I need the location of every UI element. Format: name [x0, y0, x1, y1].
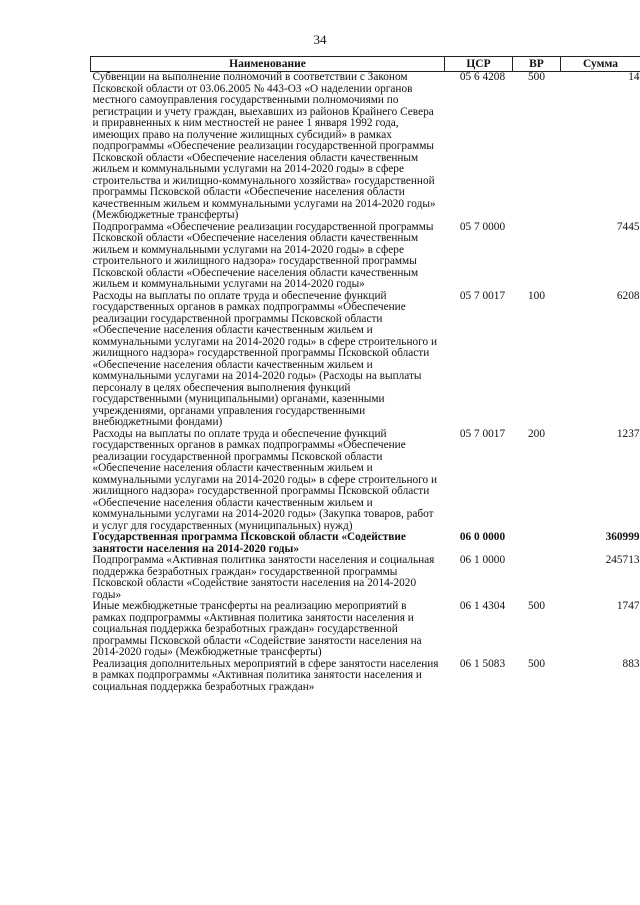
cell-csr: 05 7 0000: [459, 220, 506, 233]
cell-vr: 500: [528, 657, 545, 670]
cell-name: Расходы на выплаты по оплате труда и обеспечение функций государственных органов в рамках подпрограммы «Обеспечение реализации государственной программы Псковской области «Обеспечение населения области качественным жильем и коммунальными услугами на 2014-2020 годы» в сфере строительного и жилищного надзора» государственной программы Псковской области «Обеспечение населения области качественным жильем и коммунальными услугами на 2014-2020 годы» (Расходы на выплаты персоналу в целях обеспечения выполнения функций государственными (муниципальными) органами, казенными учреждениями, органами управления государственными внебюджетными фондами): [92, 289, 438, 428]
cell-sum: 245713: [605, 554, 640, 566]
cell-name: Субвенции на выполнение полномочий в соответствии с Законом Псковской области от 03.06.2005 № 443-ОЗ «О наделении органов местного самоуправления государственными полномочиями по регистрации и учету граждан, выехавших из районов Крайнего Севера и приравненных к ним местностей не ранее 1 января 1992 года, имеющих право на получение жилищных субсидий» в рамках подпрограммы «Обеспечение реализации государственной программы Псковской области «Обеспечение населения области качественным жильем и коммунальными услугами на 2014-2020 годы» в сфере строительства и жилищно-коммунального хозяйства» государственной программы Псковской области «Обеспечение населения области качественным жильем и коммунальными услугами на 2014-2020 годы» (Межбюджетные трансферты): [92, 71, 436, 221]
cell-csr: 06 0 0000: [459, 531, 506, 543]
cell-csr: 06 1 0000: [459, 554, 506, 566]
table-body: [91, 72, 640, 694]
table-row: [91, 429, 640, 533]
cell-csr: 05 6 4208: [459, 71, 506, 83]
cell-vr: 100: [528, 289, 545, 302]
table-row: [91, 291, 640, 429]
table-row: [91, 659, 640, 694]
cell-name: Подпрограмма «Обеспечение реализации государственной программы Псковской области «Обеспечение населения области качественным жильем и коммунальными услугами на 2014-2020 годы» в сфере строительного и жилищного надзора» государственной программы Псковской области «Обеспечение населения области качественным жильем и коммунальными услугами на 2014-2020 годы»: [92, 220, 434, 290]
table-header-row: [91, 57, 640, 72]
table-row: [91, 601, 640, 659]
cell-sum: 883: [622, 657, 640, 670]
cell-vr: 500: [528, 600, 545, 612]
cell-csr: 05 7 0017: [459, 289, 506, 302]
header-sum: Сумма: [561, 57, 640, 72]
cell-vr: [513, 222, 561, 291]
cell-name: Подпрограмма «Активная политика занятости населения и социальная поддержка безработных граждан» государственной программы Псковской области «Содействие занятости населения на 2014-2020 годы»: [92, 554, 435, 601]
page-number: 34: [313, 32, 327, 47]
cell-name: Иные межбюджетные трансферты на реализацию мероприятий в рамках подпрограммы «Активная политика занятости населения и социальная поддержка безработных граждан» государственной программы Псковской области «Содействие занятости населения на 2014-2020 годы» (Межбюджетные трансферты): [92, 600, 422, 658]
budget-table: [90, 56, 640, 693]
cell-sum: 1747: [616, 600, 640, 612]
table-row: [91, 532, 640, 555]
cell-sum: 6208: [616, 289, 640, 302]
cell-name: Государственная программа Псковской области «Содействие занятости населения на 2014-2020 годы»: [92, 531, 406, 555]
table-row: [91, 555, 640, 601]
header-vr: ВР: [513, 57, 561, 72]
cell-vr: [513, 532, 561, 555]
header-csr: ЦСР: [445, 57, 513, 72]
cell-sum: 360999: [605, 531, 640, 543]
cell-csr: 06 1 4304: [459, 600, 506, 612]
cell-sum: 7445: [616, 220, 640, 233]
cell-csr: 06 1 5083: [459, 657, 506, 670]
cell-name: Реализация дополнительных мероприятий в сфере занятости населения в рамках подпрограммы «Активная политика занятости населения и социальная поддержка безработных граждан»: [92, 657, 439, 693]
cell-vr: 500: [528, 71, 545, 83]
header-name: Наименование: [91, 57, 445, 72]
cell-sum: 14: [628, 71, 640, 83]
cell-csr: 05 7 0017: [459, 427, 506, 440]
cell-name: Расходы на выплаты по оплате труда и обеспечение функций государственных органов в рамках подпрограммы «Обеспечение реализации государственной программы Псковской области «Обеспечение населения области качественным жильем и коммунальными услугами на 2014-2020 годы» в сфере строительного и жилищного надзора» государственной программы Псковской области «Обеспечение населения области качественным жильем и коммунальными услугами на 2014-2020 годы» (Закупка товаров, работ и услуг для государственных (муниципальных) нужд): [92, 427, 438, 532]
table-row: [91, 222, 640, 291]
cell-sum: 1237: [616, 427, 640, 440]
cell-vr: [513, 555, 561, 601]
table-row: [91, 72, 640, 222]
cell-vr: 200: [528, 427, 545, 440]
